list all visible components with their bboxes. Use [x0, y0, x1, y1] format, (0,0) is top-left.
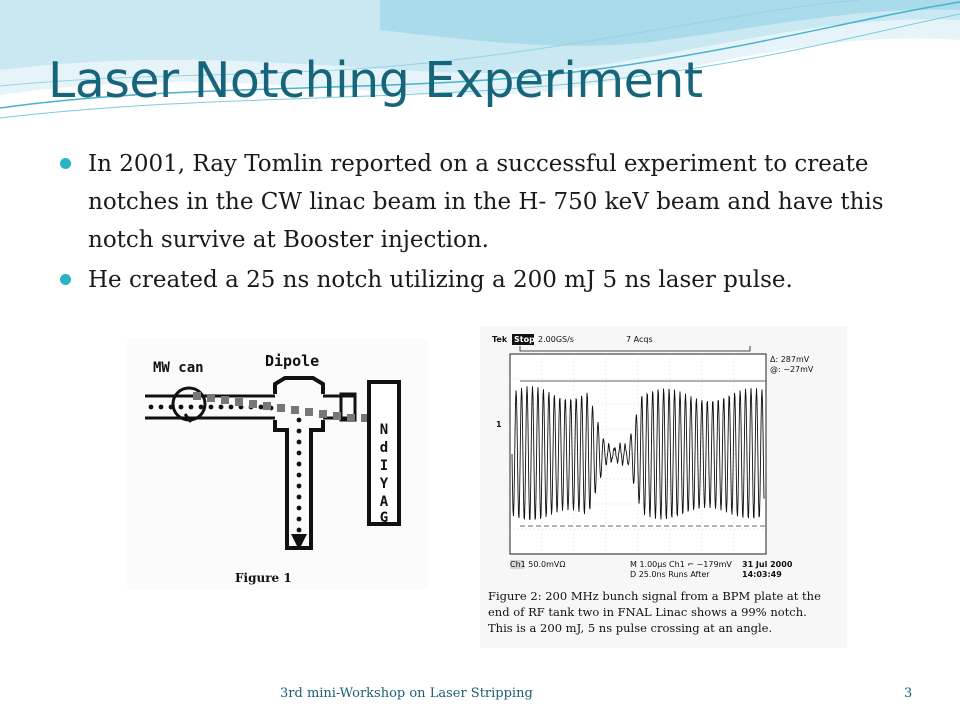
footer-page-number: 3: [904, 686, 913, 701]
scope-sample-rate: 2.00GS/s: [538, 335, 574, 344]
scope-at-readout: @: −27mV: [770, 365, 814, 374]
bullet-text: In 2001, Ray Tomlin reported on a successful experiment to create notches in the CW linac beam in the H- 750 keV beam and have this notch survive at Booster injection.: [88, 151, 884, 253]
caption-line: end of RF tank two in FNAL Linac shows a 99% notch.: [488, 605, 807, 619]
scope-ch1-badge: [510, 560, 524, 569]
laser-letter: G: [379, 510, 389, 526]
scope-brand: Tek: [492, 335, 508, 344]
bullet-dot-icon: [60, 274, 71, 285]
mw-can-label: MW can: [153, 360, 204, 376]
laser-letter: d: [379, 440, 389, 456]
scope-acquisitions: 7 Acqs: [626, 335, 653, 344]
scope-ch1-scale: Ch1 50.0mVΩ: [510, 560, 566, 569]
scope-date: 31 Jul 2000: [742, 560, 793, 569]
scope-channel-marker: 1: [496, 420, 502, 429]
scope-delta-readout: Δ: 287mV: [770, 355, 810, 364]
figure-1-schematic: [127, 338, 428, 590]
caption-line: Figure 2: 200 MHz bunch signal from a BPM plate at the: [488, 589, 821, 603]
bullet-dot-icon: [60, 158, 71, 169]
scope-delay: D 25.0ns Runs After: [630, 570, 710, 579]
figure-2-oscilloscope: [480, 326, 847, 648]
figure-1-caption: Figure 1: [235, 571, 292, 585]
laser-letter: N: [379, 422, 389, 438]
caption-line: This is a 200 mJ, 5 ns pulse crossing at an angle.: [488, 621, 773, 635]
footer-workshop-title: 3rd mini-Workshop on Laser Stripping: [280, 686, 533, 701]
bullet-item: [60, 145, 920, 259]
bullet-item: [60, 261, 920, 299]
bullet-text: He created a 25 ns notch utilizing a 200 mJ 5 ns laser pulse.: [88, 267, 793, 293]
figure-2-caption: [488, 589, 821, 635]
scope-time: 14:03:49: [742, 570, 782, 579]
scope-mode: Stop: [514, 335, 535, 344]
bullet-list: [60, 145, 920, 301]
dipole-label: Dipole: [265, 352, 320, 370]
laser-letter: I: [379, 458, 389, 474]
slide-title: Laser Notching Experiment: [48, 52, 703, 109]
scope-timebase: M 1.00µs Ch1 ⌐ −179mV: [630, 560, 732, 569]
laser-letter: A: [379, 494, 389, 510]
laser-letter: Y: [379, 476, 389, 492]
